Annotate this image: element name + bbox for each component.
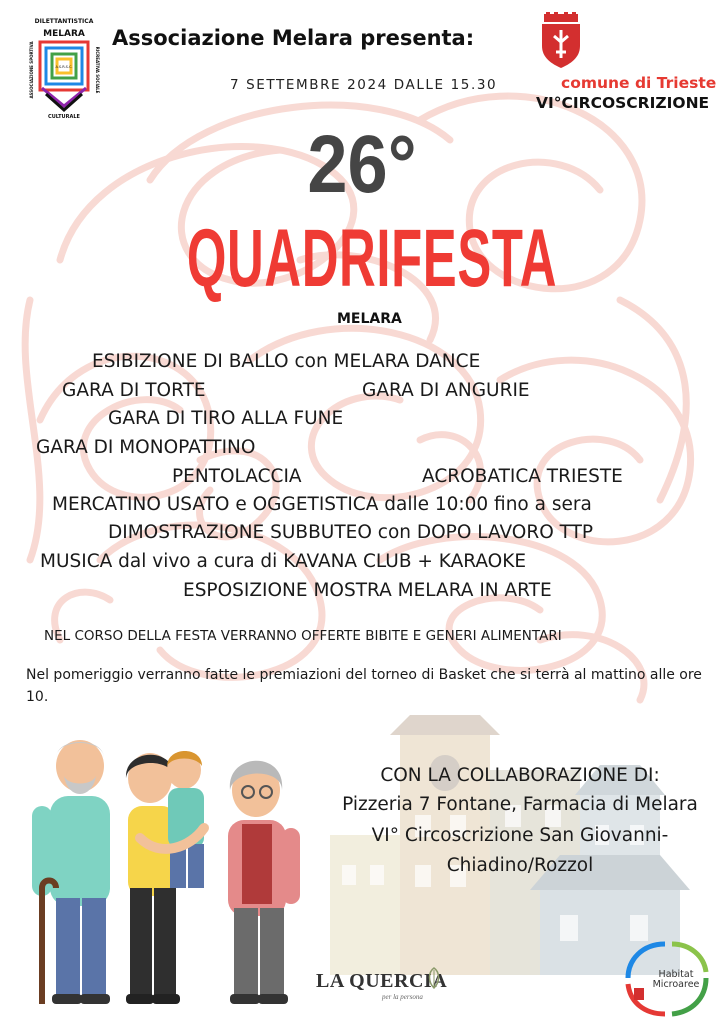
logo-right-text: RICREATIVA SOCIALE bbox=[95, 46, 100, 94]
edition-number: 26° bbox=[307, 119, 417, 210]
la-quercia-logo: LA QUERCIA bbox=[316, 970, 448, 992]
habitat-line1: Habitat bbox=[658, 969, 694, 980]
logo-bottom-text: CULTURALE bbox=[48, 114, 80, 120]
activity-item: ESPOSIZIONE MOSTRA MELARA IN ARTE bbox=[183, 580, 552, 601]
la-quercia-tagline: per la persona bbox=[382, 993, 423, 1001]
activity-item: GARA DI TIRO ALLA FUNE bbox=[108, 408, 344, 429]
event-date: 7 SETTEMBRE 2024 DALLE 15.30 bbox=[230, 77, 498, 93]
collaboration-line: VI° Circoscrizione San Giovanni- bbox=[371, 825, 669, 846]
activity-item: GARA DI TORTE bbox=[62, 380, 206, 401]
association-logo bbox=[24, 14, 104, 122]
circoscrizione: VI°CIRCOSCRIZIONE bbox=[536, 94, 710, 112]
leaf-icon bbox=[426, 966, 442, 990]
comune-trieste: comune di Trieste bbox=[561, 74, 717, 92]
logo-top-text: DILETTANTISTICA bbox=[34, 18, 94, 25]
collaboration-heading: CON LA COLLABORAZIONE DI: bbox=[380, 765, 660, 786]
activity-item: MERCATINO USATO e OGGETISTICA dalle 10:00 fino a sera bbox=[52, 494, 592, 515]
collaboration-line: Chiadino/Rozzol bbox=[446, 855, 594, 876]
logo-left-text: ASSOCIAZIONE SPORTIVA bbox=[29, 41, 34, 99]
activity-item: PENTOLACCIA bbox=[172, 466, 302, 487]
basket-note: Nel pomeriggio verranno fatte le premiazioni del torneo di Basket che si terrà al mattino alle ore 10. bbox=[26, 667, 702, 705]
event-place: MELARA bbox=[337, 311, 402, 327]
offer-note: NEL CORSO DELLA FESTA VERRANNO OFFERTE BIBITE E GENERI ALIMENTARI bbox=[44, 628, 562, 644]
habitat-text bbox=[646, 970, 706, 990]
activity-item: GARA DI ANGURIE bbox=[362, 380, 530, 401]
collaboration-line: Pizzeria 7 Fontane, Farmacia di Melara bbox=[342, 794, 698, 815]
family-illustration bbox=[20, 728, 315, 1010]
activity-item: ACROBATICA TRIESTE bbox=[422, 466, 623, 487]
activity-item: ESIBIZIONE DI BALLO con MELARA DANCE bbox=[92, 351, 481, 372]
logo-name-text: MELARA bbox=[43, 29, 85, 39]
event-name: QUADRIFESTA bbox=[186, 213, 558, 304]
logo-small-text: A.S.R.S.C. bbox=[55, 65, 73, 69]
habitat-line2: Microaree bbox=[652, 979, 700, 990]
activity-item: DIMOSTRAZIONE SUBBUTEO con DOPO LAVORO TTP bbox=[108, 522, 594, 543]
trieste-crest-icon bbox=[540, 12, 582, 68]
activity-item: MUSICA dal vivo a cura di KAVANA CLUB + KARAOKE bbox=[40, 551, 527, 572]
presenter-title: Associazione Melara presenta: bbox=[112, 26, 475, 50]
activity-item: GARA DI MONOPATTINO bbox=[36, 437, 256, 458]
